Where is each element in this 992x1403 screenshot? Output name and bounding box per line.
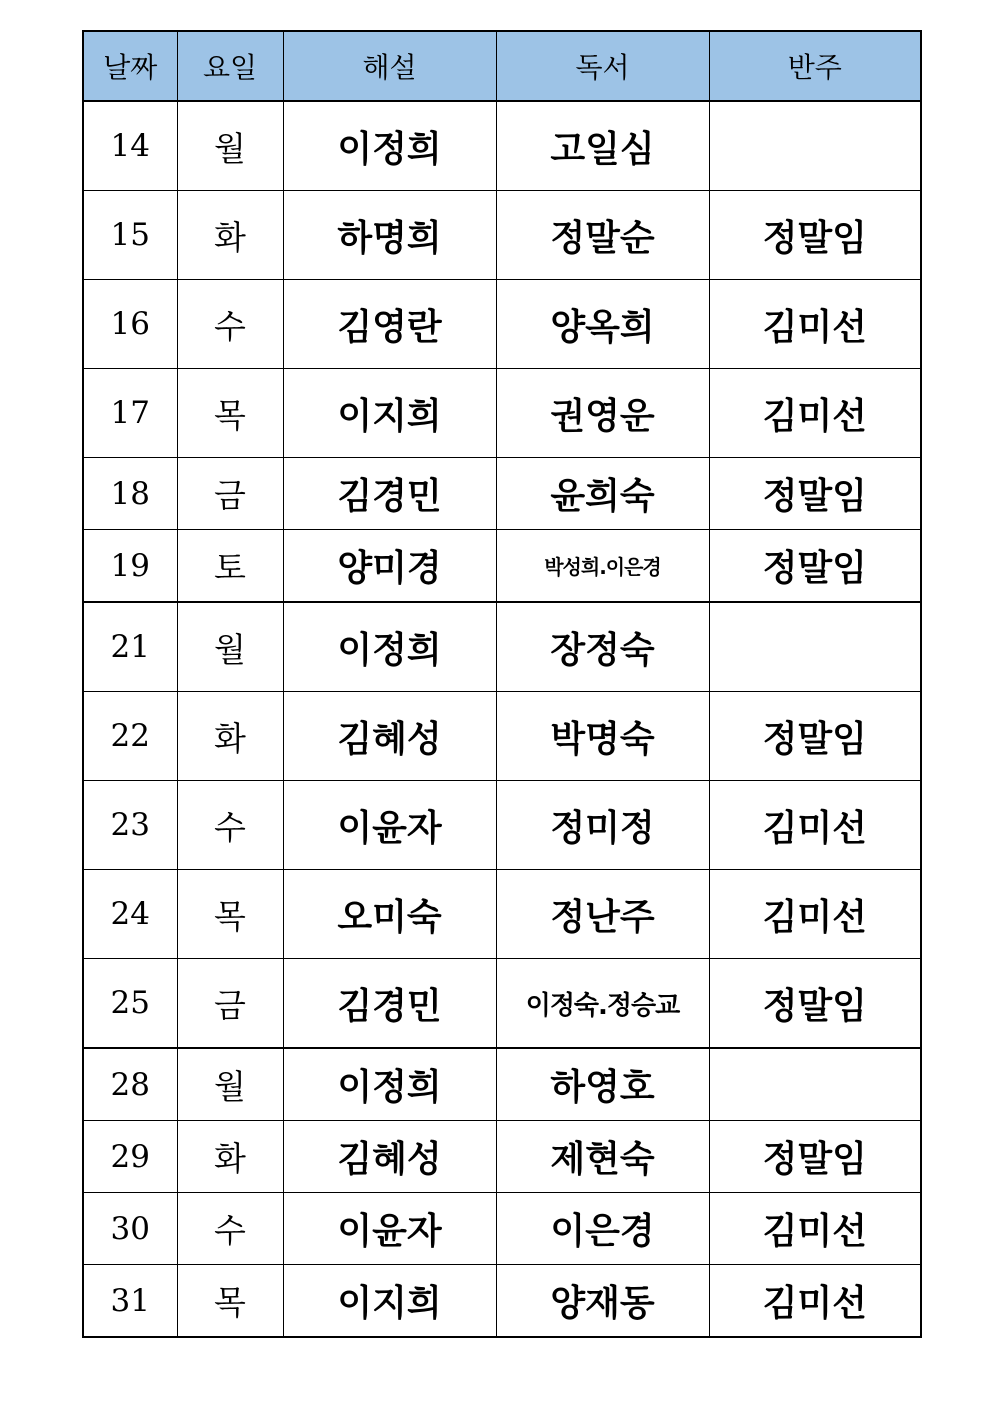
reading-cell: 박명숙 bbox=[496, 692, 709, 781]
accompaniment-cell: 김미선 bbox=[709, 781, 921, 870]
date-cell: 23 bbox=[83, 781, 177, 870]
commentary-cell: 오미숙 bbox=[283, 870, 496, 959]
date-cell: 17 bbox=[83, 369, 177, 458]
date-cell: 14 bbox=[83, 101, 177, 191]
date-cell: 19 bbox=[83, 530, 177, 603]
table-row bbox=[83, 1121, 921, 1193]
reading-cell: 양재동 bbox=[496, 1265, 709, 1338]
accompaniment-cell: 김미선 bbox=[709, 369, 921, 458]
accompaniment-cell bbox=[709, 602, 921, 692]
table-row bbox=[83, 959, 921, 1049]
commentary-cell: 양미경 bbox=[283, 530, 496, 603]
date-cell: 15 bbox=[83, 191, 177, 280]
date-cell: 18 bbox=[83, 458, 177, 530]
commentary-cell: 김영란 bbox=[283, 280, 496, 369]
accompaniment-cell: 정말임 bbox=[709, 530, 921, 603]
reading-cell: 고일심 bbox=[496, 101, 709, 191]
day-cell: 화 bbox=[177, 1121, 283, 1193]
date-cell: 25 bbox=[83, 959, 177, 1049]
table-row bbox=[83, 280, 921, 369]
header-accompaniment: 반주 bbox=[709, 31, 921, 101]
date-cell: 29 bbox=[83, 1121, 177, 1193]
table-row bbox=[83, 530, 921, 603]
table-row bbox=[83, 692, 921, 781]
commentary-cell: 김경민 bbox=[283, 959, 496, 1049]
reading-cell: 이은경 bbox=[496, 1193, 709, 1265]
reading-cell: 장정숙 bbox=[496, 602, 709, 692]
header-reading: 독서 bbox=[496, 31, 709, 101]
date-cell: 30 bbox=[83, 1193, 177, 1265]
day-cell: 목 bbox=[177, 1265, 283, 1338]
accompaniment-cell: 정말임 bbox=[709, 458, 921, 530]
header-row bbox=[83, 31, 921, 101]
reading-cell: 정미정 bbox=[496, 781, 709, 870]
commentary-cell: 이정희 bbox=[283, 1048, 496, 1121]
date-cell: 31 bbox=[83, 1265, 177, 1338]
table-row bbox=[83, 870, 921, 959]
accompaniment-cell: 김미선 bbox=[709, 870, 921, 959]
commentary-cell: 이지희 bbox=[283, 369, 496, 458]
reading-cell: 이정숙.정승교 bbox=[496, 959, 709, 1049]
day-cell: 금 bbox=[177, 959, 283, 1049]
date-cell: 28 bbox=[83, 1048, 177, 1121]
day-cell: 수 bbox=[177, 280, 283, 369]
day-cell: 수 bbox=[177, 1193, 283, 1265]
table-row bbox=[83, 1048, 921, 1121]
day-cell: 월 bbox=[177, 1048, 283, 1121]
table-row bbox=[83, 781, 921, 870]
day-cell: 금 bbox=[177, 458, 283, 530]
accompaniment-cell bbox=[709, 101, 921, 191]
commentary-cell: 김혜성 bbox=[283, 1121, 496, 1193]
accompaniment-cell: 김미선 bbox=[709, 1193, 921, 1265]
accompaniment-cell: 정말임 bbox=[709, 959, 921, 1049]
day-cell: 월 bbox=[177, 101, 283, 191]
date-cell: 24 bbox=[83, 870, 177, 959]
table-row bbox=[83, 1193, 921, 1265]
table-row bbox=[83, 191, 921, 280]
commentary-cell: 김경민 bbox=[283, 458, 496, 530]
table-row bbox=[83, 458, 921, 530]
commentary-cell: 하명희 bbox=[283, 191, 496, 280]
reading-cell: 윤희숙 bbox=[496, 458, 709, 530]
reading-cell: 제현숙 bbox=[496, 1121, 709, 1193]
accompaniment-cell bbox=[709, 1048, 921, 1121]
commentary-cell: 이정희 bbox=[283, 602, 496, 692]
accompaniment-cell: 김미선 bbox=[709, 1265, 921, 1338]
table-row bbox=[83, 369, 921, 458]
day-cell: 수 bbox=[177, 781, 283, 870]
day-cell: 토 bbox=[177, 530, 283, 603]
day-cell: 목 bbox=[177, 870, 283, 959]
day-cell: 월 bbox=[177, 602, 283, 692]
reading-cell: 하영호 bbox=[496, 1048, 709, 1121]
table-row bbox=[83, 602, 921, 692]
commentary-cell: 이윤자 bbox=[283, 781, 496, 870]
commentary-cell: 이정희 bbox=[283, 101, 496, 191]
header-day: 요일 bbox=[177, 31, 283, 101]
schedule-table bbox=[82, 30, 922, 1338]
table-row bbox=[83, 1265, 921, 1338]
schedule-sheet bbox=[82, 30, 920, 1338]
commentary-cell: 김혜성 bbox=[283, 692, 496, 781]
date-cell: 21 bbox=[83, 602, 177, 692]
table-row bbox=[83, 101, 921, 191]
reading-cell: 정난주 bbox=[496, 870, 709, 959]
header-date: 날짜 bbox=[83, 31, 177, 101]
commentary-cell: 이윤자 bbox=[283, 1193, 496, 1265]
day-cell: 화 bbox=[177, 191, 283, 280]
reading-cell: 정말순 bbox=[496, 191, 709, 280]
accompaniment-cell: 정말임 bbox=[709, 191, 921, 280]
accompaniment-cell: 김미선 bbox=[709, 280, 921, 369]
date-cell: 22 bbox=[83, 692, 177, 781]
accompaniment-cell: 정말임 bbox=[709, 1121, 921, 1193]
commentary-cell: 이지희 bbox=[283, 1265, 496, 1338]
reading-cell: 권영운 bbox=[496, 369, 709, 458]
day-cell: 목 bbox=[177, 369, 283, 458]
accompaniment-cell: 정말임 bbox=[709, 692, 921, 781]
day-cell: 화 bbox=[177, 692, 283, 781]
header-commentary: 해설 bbox=[283, 31, 496, 101]
date-cell: 16 bbox=[83, 280, 177, 369]
reading-cell: 박성희.이은경 bbox=[496, 530, 709, 603]
reading-cell: 양옥희 bbox=[496, 280, 709, 369]
